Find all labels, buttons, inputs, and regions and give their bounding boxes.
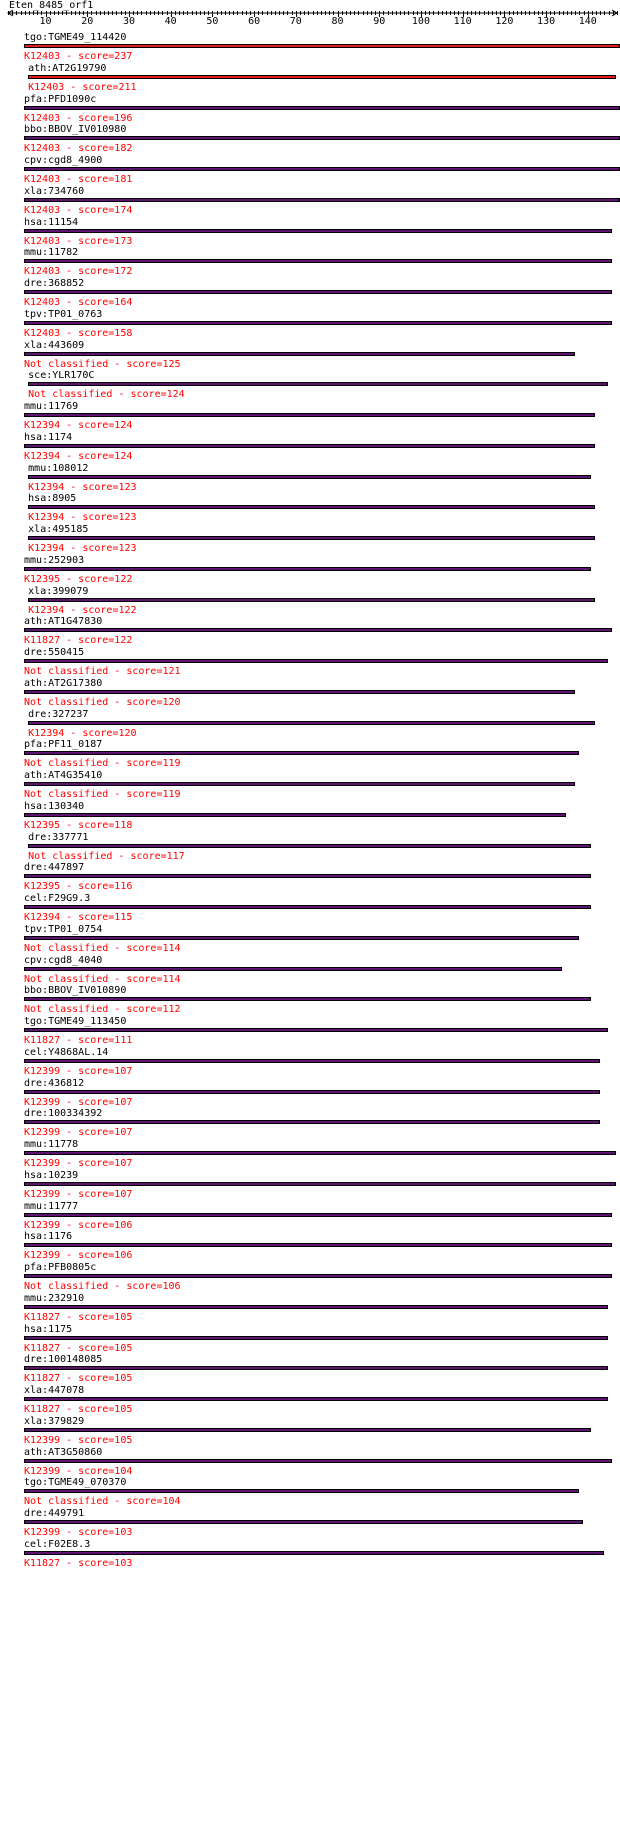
hit-score-label: K12394 - score=123 [28,543,137,554]
hit-name-link[interactable]: hsa:10239 [24,1169,79,1181]
hit-score-label: Not classified - score=119 [24,789,181,800]
alignment-bar[interactable] [24,1336,608,1340]
hit-score-label: K12399 - score=107 [24,1158,133,1169]
ruler-tick-label: 60 [248,16,261,26]
hit-name-link[interactable]: cel:Y4868AL.14 [24,1046,109,1058]
hit-score-label: K11827 - score=111 [24,1035,133,1046]
hit-name-link[interactable]: xla:495185 [28,524,89,535]
hit-score-label: K12395 - score=118 [24,819,133,831]
hit-score-label: K12399 - score=105 [24,1434,133,1446]
hit-name-link[interactable]: mmu:11777 [24,1200,79,1212]
hit-name-link[interactable]: xla:443609 [24,339,85,351]
alignment-bar[interactable] [28,844,591,848]
hit-score-label: K12399 - score=106 [24,1250,133,1262]
alignment-bar[interactable] [24,905,591,909]
hit-score-label: K12394 - score=122 [28,604,137,616]
ruler-tick-label: 120 [495,16,514,26]
hit-score-label: Not classified - score=114 [24,973,181,985]
hit-score-label: K12403 - score=211 [28,81,137,93]
ruler-tick-label: 80 [331,16,344,26]
ruler-tick-label: 10 [39,16,52,26]
hit-score-label: K12403 - score=158 [24,327,133,339]
hit-name-link[interactable]: dre:327237 [28,708,89,720]
hit-name-link[interactable]: dre:100148085 [24,1354,103,1366]
hit-row [24,1539,620,1575]
alignment-bar[interactable] [28,475,591,479]
alignment-bar[interactable] [24,1366,608,1370]
hit-name-link[interactable]: pfa:PF11_0187 [24,739,103,751]
alignment-bar[interactable] [24,967,562,971]
hit-name-link[interactable]: mmu:11782 [24,247,79,259]
alignment-bar[interactable] [24,1120,600,1124]
ruler-tick-label: 20 [81,16,94,26]
alignment-bar[interactable] [24,198,620,202]
hit-name-link[interactable]: hsa:1175 [24,1323,73,1335]
hit-name-link[interactable]: tgo:TGME49_113450 [24,1016,127,1027]
hit-name-link[interactable]: mmu:232910 [24,1292,85,1304]
alignment-bar[interactable] [24,444,595,448]
alignment-bar[interactable] [24,874,591,878]
alignment-bar[interactable] [24,1182,616,1186]
alignment-bar[interactable] [24,1059,600,1063]
hit-name-link[interactable]: tgo:TGME49_070370 [24,1477,127,1489]
hit-name-link[interactable]: ath:AT2G17380 [24,677,103,689]
alignment-bar[interactable] [24,1305,608,1309]
alignment-bar[interactable] [24,167,620,171]
alignment-bar[interactable] [24,813,566,817]
alignment-bar[interactable] [24,1028,608,1032]
hit-score-label: K12403 - score=182 [24,143,133,155]
hit-score-label: K12395 - score=122 [24,573,133,585]
hit-score-label: K12403 - score=174 [24,204,133,216]
hit-name-link[interactable]: bbo:BBOV_IV010890 [24,985,127,997]
hit-score-label: Not classified - score=112 [24,1004,181,1016]
alignment-bar[interactable] [28,505,595,509]
hit-score-label: K12403 - score=164 [24,297,133,308]
alignment-bar[interactable] [24,936,579,940]
hit-score-label: Not classified - score=124 [28,389,185,401]
hit-name-link[interactable]: dre:550415 [24,647,85,658]
hit-name-link[interactable]: dre:337771 [28,831,89,843]
alignment-bar[interactable] [24,1151,616,1155]
hit-name-link[interactable]: mmu:11769 [24,401,79,412]
alignment-bar[interactable] [24,1090,600,1094]
hit-name-link[interactable]: dre:100334392 [24,1108,103,1120]
hit-name-link[interactable]: hsa:8905 [28,493,77,505]
hit-score-label: K12399 - score=106 [24,1219,133,1231]
ruler-tick-label: 90 [373,16,386,26]
alignment-bar[interactable] [24,1459,612,1463]
alignment-bar[interactable] [24,997,591,1001]
hit-score-label: K12399 - score=107 [24,1188,133,1200]
hit-score-label: K12394 - score=115 [24,912,133,923]
alignment-bar[interactable] [24,1397,608,1401]
hit-score-label: K12399 - score=103 [24,1527,133,1538]
hit-score-label: Not classified - score=119 [24,758,181,770]
hit-score-label: K12399 - score=107 [24,1096,133,1108]
hit-name-link[interactable]: hsa:1176 [24,1231,73,1243]
alignment-bar[interactable] [24,290,612,294]
hit-name-link[interactable]: cel:F29G9.3 [24,893,91,904]
hit-score-label: K11827 - score=105 [24,1404,133,1415]
alignment-bar[interactable] [28,75,616,79]
ruler-tick-label: 40 [164,16,177,26]
hit-name-link[interactable]: ath:AT4G35410 [24,770,103,781]
hit-score-label: Not classified - score=121 [24,666,181,677]
hit-score-label: K12394 - score=123 [28,481,137,493]
alignment-bar[interactable] [24,229,612,233]
hit-score-label: Not classified - score=120 [24,696,181,708]
hit-name-link[interactable]: xla:734760 [24,185,85,197]
alignment-bar[interactable] [28,721,595,725]
alignment-bar[interactable] [24,1551,604,1555]
alignment-bar[interactable] [24,567,591,571]
hit-name-link[interactable]: dre:436812 [24,1077,85,1089]
alignment-bar[interactable] [24,1520,583,1524]
hit-score-label: K11827 - score=103 [24,1557,133,1569]
hit-name-link[interactable]: tgo:TGME49_114420 [24,32,127,43]
ruler-tick-label: 130 [537,16,556,26]
alignment-bar[interactable] [28,382,608,386]
alignment-bar[interactable] [24,1489,579,1493]
hit-score-label: K11827 - score=105 [24,1373,133,1385]
alignment-bar[interactable] [24,690,575,694]
query-title: Eten_8485_orf1 [9,0,94,11]
alignment-bar[interactable] [24,352,575,356]
ruler-tick-label: 140 [578,16,597,26]
hit-score-label: K12394 - score=124 [24,420,133,431]
alignment-bar[interactable] [28,598,595,602]
ruler-tick-label: 30 [122,16,135,26]
alignment-bar[interactable] [24,1428,591,1432]
alignment-bar[interactable] [24,321,612,325]
hit-name-link[interactable]: tpv:TP01_0763 [24,308,103,320]
hit-score-label: K11827 - score=105 [24,1311,133,1323]
hit-name-link[interactable]: ath:AT1G47830 [24,616,103,628]
hit-name-link[interactable]: pfa:PFD1090c [24,93,97,105]
hit-score-label: K12403 - score=196 [24,112,133,124]
alignment-bar[interactable] [24,1274,612,1278]
alignment-bar[interactable] [28,536,595,540]
hit-name-link[interactable]: pfa:PFB0805c [24,1262,97,1273]
hit-name-link[interactable]: xla:447078 [24,1385,85,1396]
hit-name-link[interactable]: sce:YLR170C [28,370,95,382]
alignment-bar[interactable] [24,782,575,786]
hit-score-label: K11827 - score=122 [24,635,133,647]
alignment-bar[interactable] [24,44,620,48]
alignment-bar[interactable] [24,413,595,417]
ruler-tick-label: 100 [411,16,430,26]
hit-score-label: K12394 - score=124 [24,450,133,462]
hit-name-link[interactable]: dre:449791 [24,1508,85,1519]
hit-name-link[interactable]: cpv:cgd8_4040 [24,954,103,966]
hit-name-link[interactable]: hsa:130340 [24,800,85,812]
hit-name-link[interactable]: hsa:1174 [24,431,73,443]
hit-name-link[interactable]: mmu:252903 [24,554,85,566]
hit-name-link[interactable]: xla:399079 [28,585,89,597]
hit-score-label: Not classified - score=114 [24,942,181,954]
hit-score-label: K12399 - score=107 [24,1065,133,1077]
hit-name-link[interactable]: mmu:11778 [24,1139,79,1150]
hit-name-link[interactable]: dre:447897 [24,862,85,874]
alignment-bar[interactable] [24,136,620,140]
position-ruler [0,0,620,26]
ruler-tick-label: 70 [289,16,302,26]
hit-name-link[interactable]: cpv:cgd8_4900 [24,155,103,166]
ruler-tick-label: 110 [453,16,472,26]
hit-name-link[interactable]: ath:AT2G19790 [28,62,107,74]
hit-score-label: K12394 - score=120 [28,727,137,739]
hit-score-label: K12399 - score=104 [24,1465,133,1477]
hit-name-link[interactable]: bbo:BBOV_IV010980 [24,124,127,136]
alignment-bar[interactable] [24,106,620,110]
hit-score-label: K12395 - score=116 [24,881,133,893]
hit-name-link[interactable]: xla:379829 [24,1415,85,1427]
ruler-tick-label: 50 [206,16,219,26]
alignment-bar[interactable] [24,1243,612,1247]
alignment-bar[interactable] [24,751,579,755]
alignment-bar[interactable] [24,259,612,263]
hit-name-link[interactable]: cel:F02E8.3 [24,1538,91,1550]
hit-score-label: Not classified - score=104 [24,1496,181,1508]
hit-score-label: Not classified - score=106 [24,1281,181,1292]
hit-score-label: Not classified - score=117 [28,850,185,862]
hit-score-label: Not classified - score=125 [24,358,181,370]
hit-score-label: K12403 - score=172 [24,266,133,278]
hit-name-link[interactable]: tpv:TP01_0754 [24,923,103,935]
hit-score-label: K12399 - score=107 [24,1127,133,1139]
alignment-bar[interactable] [24,659,608,663]
hit-score-label: K12394 - score=123 [28,512,137,524]
hit-score-label: K12403 - score=181 [24,174,133,185]
hit-score-label: K12403 - score=173 [24,235,133,247]
alignment-bar[interactable] [24,1213,612,1217]
hit-name-link[interactable]: mmu:108012 [28,462,89,474]
hit-name-link[interactable]: dre:368852 [24,278,85,289]
hit-name-link[interactable]: ath:AT3G50860 [24,1446,103,1458]
hit-name-link[interactable]: hsa:11154 [24,216,79,228]
alignment-bar[interactable] [24,628,612,632]
hit-score-label: K12403 - score=237 [24,51,133,62]
hit-score-label: K11827 - score=105 [24,1342,133,1354]
